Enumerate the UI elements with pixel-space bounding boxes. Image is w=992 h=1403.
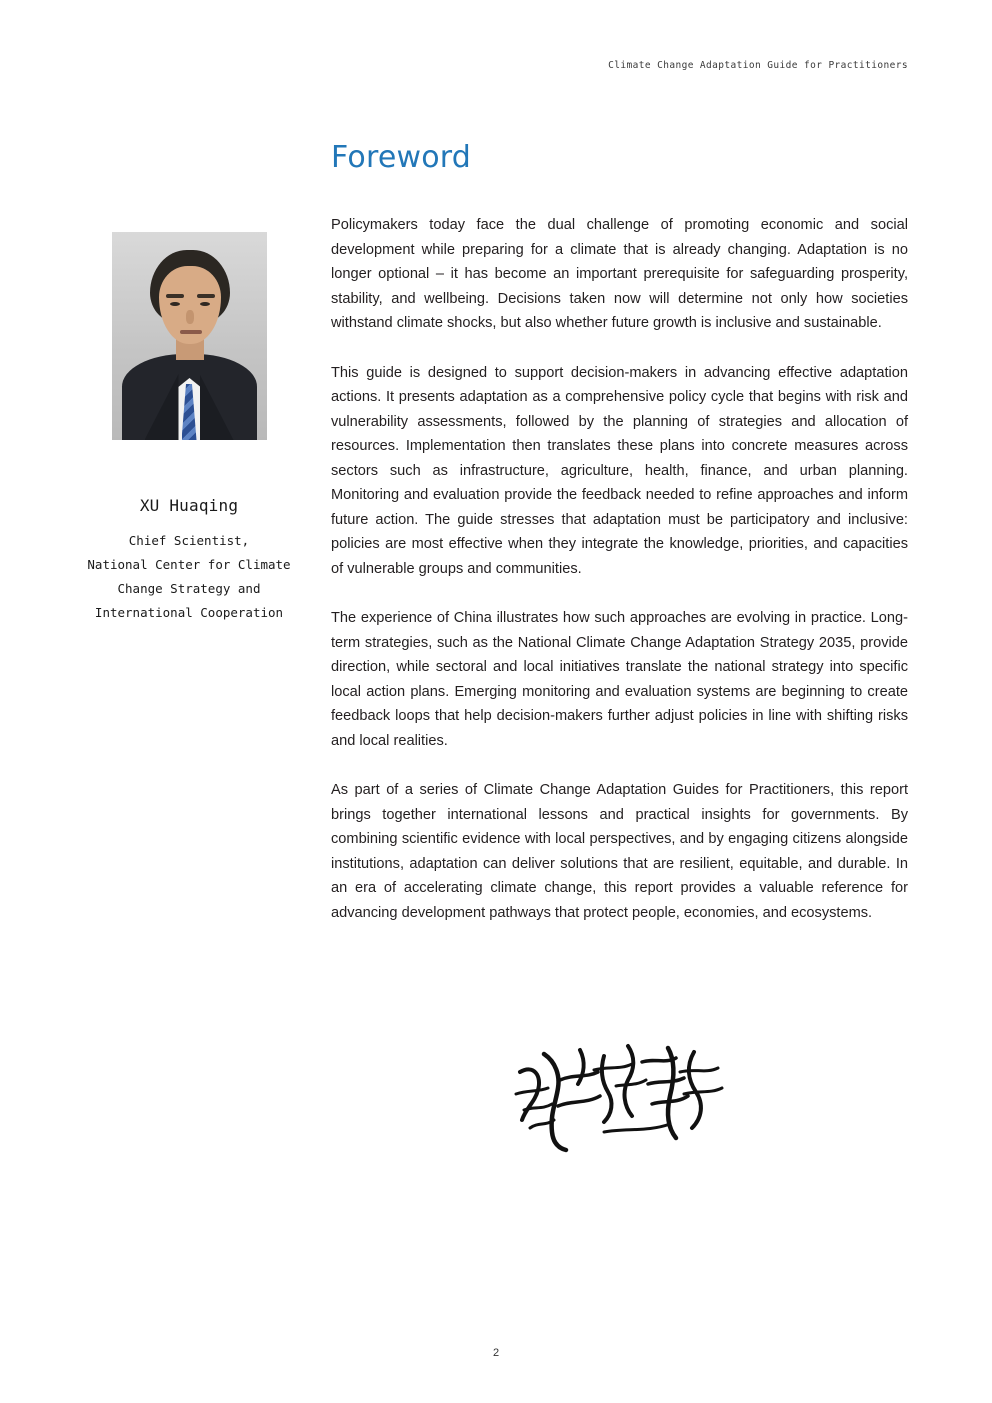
page-title: Foreword [331,140,472,175]
author-title-line: National Center for Climate [87,557,291,572]
author-block [84,232,294,625]
author-name: XU Huaqing [139,496,239,515]
portrait-nose [186,310,194,324]
portrait-brow-right [197,294,215,298]
foreword-content [331,140,908,925]
portrait-eye-right [200,302,210,306]
paragraph: This guide is designed to support decision-makers in advancing effective adaptation actions. It presents adaptation as a comprehensive policy cycle that begins with risk and vulnerability assessments, followed by the planning of strategies and allocation of resources. Implementation then translates these plans into concrete measures across sectors such as infrastructure, agriculture, health, finance, and urban planning. Monitoring and evaluation provide the feedback needed to refine approaches and inform future action. The guide stresses that adaptation must be participatory and inclusive: policies are most effective when they integrate the knowledge, priorities, and capacities of vulnerable groups and communities. [331,364,908,577]
signature-image [508,1036,738,1166]
page-number: 2 [492,1347,500,1359]
portrait-mouth [180,330,202,334]
paragraph: Policymakers today face the dual challenge of promoting economic and social development while preparing for a climate that is already changing. Adaptation is no longer optional – it has become an important prerequisite for safeguarding prosperity, stability, and wellbeing. Decisions taken now will determine not only how societies withstand climate shocks, but also whether future growth is inclusive and sustainable. [331,217,908,331]
portrait-eye-left [170,302,180,306]
portrait-brow-left [166,294,184,298]
author-title-line: International Cooperation [94,605,284,620]
paragraph: As part of a series of Climate Change Adaptation Guides for Practitioners, this report brings together international lessons and practical insights for governments. By combining scientific evidence with local perspectives, and by engaging citizens alongside institutions, adaptation can deliver solutions that are resilient, equitable, and durable. In an era of accelerating climate change, this report provides a valuable reference for advancing development pathways that protect people, economies, and ecosystems. [331,782,908,921]
paragraph: The experience of China illustrates how such approaches are evolving in practice. Long-term strategies, such as the National Climate Change Adaptation Strategy 2035, provide direction, while sectoral and local initiatives translate the national strategy into specific local action plans. Emerging monitoring and evaluation systems are beginning to create feedback loops that help decision-makers further adjust policies in line with shifting risks and local realities. [331,610,908,749]
running-head: Climate Change Adaptation Guide for Practitioners [608,60,908,71]
author-portrait-photo [112,232,267,440]
author-title-line: Change Strategy and [117,581,261,596]
author-title-line: Chief Scientist, [128,533,250,548]
author-title [84,529,294,625]
